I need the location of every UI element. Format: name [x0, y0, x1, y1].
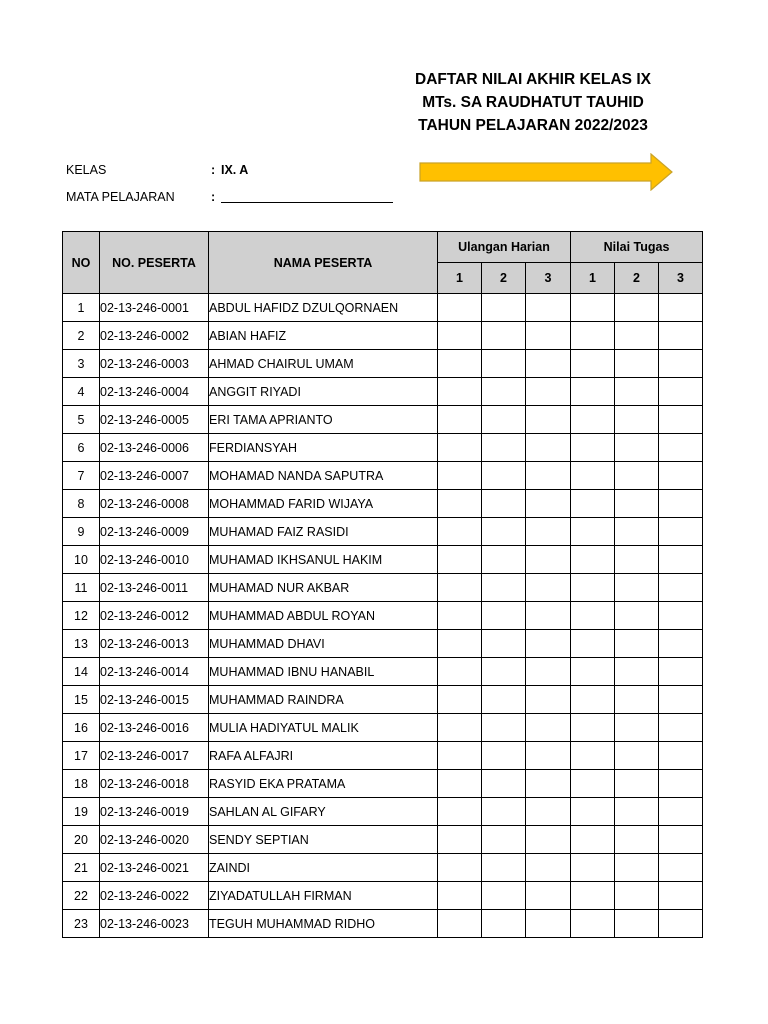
- grade-cell-uh-1[interactable]: [438, 294, 482, 322]
- table-row: [63, 602, 703, 630]
- grade-cell-uh-3[interactable]: [526, 350, 571, 378]
- grade-cell-uh-3[interactable]: [526, 714, 571, 742]
- grade-cell-nt-3[interactable]: [659, 518, 703, 546]
- grade-cell-nt-1[interactable]: [571, 658, 615, 686]
- grade-cell-nt-1[interactable]: [571, 826, 615, 854]
- row-no: 14: [63, 658, 100, 686]
- grade-cell-nt-3[interactable]: [659, 462, 703, 490]
- grade-cell-uh-1[interactable]: [438, 350, 482, 378]
- table-row: [63, 882, 703, 910]
- table-row: [63, 378, 703, 406]
- grades-body: [63, 294, 703, 938]
- grade-cell-nt-2[interactable]: [615, 658, 659, 686]
- grade-cell-uh-1[interactable]: [438, 462, 482, 490]
- header-uh-2: 2: [482, 263, 526, 294]
- row-nama-peserta: ABIAN HAFIZ: [209, 322, 438, 350]
- grade-cell-nt-1[interactable]: [571, 490, 615, 518]
- grade-cell-uh-2[interactable]: [482, 574, 526, 602]
- grade-cell-nt-3[interactable]: [659, 490, 703, 518]
- grade-cell-uh-2[interactable]: [482, 322, 526, 350]
- table-row: [63, 518, 703, 546]
- row-no-peserta: 02-13-246-0003: [100, 350, 209, 378]
- table-row: [63, 546, 703, 574]
- row-nama-peserta: MOHAMAD NANDA SAPUTRA: [209, 462, 438, 490]
- header-nt-1: 1: [571, 263, 615, 294]
- grade-cell-uh-2[interactable]: [482, 350, 526, 378]
- grade-cell-uh-2[interactable]: [482, 406, 526, 434]
- grade-cell-nt-2[interactable]: [615, 630, 659, 658]
- grade-cell-nt-2[interactable]: [615, 826, 659, 854]
- table-row: [63, 770, 703, 798]
- row-nama-peserta: TEGUH MUHAMMAD RIDHO: [209, 910, 438, 938]
- kelas-value: IX. A: [221, 163, 249, 177]
- table-row: [63, 742, 703, 770]
- kelas-label: KELAS: [66, 163, 107, 177]
- mapel-colon: :: [211, 190, 216, 204]
- grade-cell-uh-2[interactable]: [482, 882, 526, 910]
- grade-cell-uh-1[interactable]: [438, 630, 482, 658]
- grade-cell-uh-3[interactable]: [526, 798, 571, 826]
- grade-cell-uh-1[interactable]: [438, 406, 482, 434]
- grade-cell-nt-2[interactable]: [615, 714, 659, 742]
- table-row: [63, 910, 703, 938]
- row-no-peserta: 02-13-246-0010: [100, 546, 209, 574]
- row-no: 9: [63, 518, 100, 546]
- row-no: 21: [63, 854, 100, 882]
- row-no-peserta: 02-13-246-0006: [100, 434, 209, 462]
- grade-cell-nt-3[interactable]: [659, 910, 703, 938]
- row-no-peserta: 02-13-246-0023: [100, 910, 209, 938]
- grade-cell-uh-3[interactable]: [526, 434, 571, 462]
- grade-cell-nt-1[interactable]: [571, 518, 615, 546]
- grade-cell-nt-2[interactable]: [615, 378, 659, 406]
- grade-cell-nt-1[interactable]: [571, 322, 615, 350]
- grade-cell-uh-2[interactable]: [482, 546, 526, 574]
- grade-cell-uh-3[interactable]: [526, 910, 571, 938]
- grade-cell-uh-3[interactable]: [526, 378, 571, 406]
- grade-cell-uh-3[interactable]: [526, 630, 571, 658]
- right-arrow-icon: [419, 153, 675, 191]
- row-no: 20: [63, 826, 100, 854]
- grade-cell-nt-2[interactable]: [615, 770, 659, 798]
- header-ulangan-harian: Ulangan Harian: [438, 232, 571, 263]
- kelas-colon: :: [211, 163, 216, 177]
- grade-cell-uh-2[interactable]: [482, 518, 526, 546]
- row-no: 16: [63, 714, 100, 742]
- row-nama-peserta: SENDY SEPTIAN: [209, 826, 438, 854]
- grade-cell-uh-3[interactable]: [526, 574, 571, 602]
- row-no: 18: [63, 770, 100, 798]
- table-row: [63, 686, 703, 714]
- grade-cell-uh-2[interactable]: [482, 742, 526, 770]
- grade-cell-nt-1[interactable]: [571, 770, 615, 798]
- grade-cell-uh-2[interactable]: [482, 378, 526, 406]
- grade-cell-uh-2[interactable]: [482, 630, 526, 658]
- grade-cell-nt-2[interactable]: [615, 294, 659, 322]
- row-no: 11: [63, 574, 100, 602]
- row-no: 23: [63, 910, 100, 938]
- grade-cell-nt-3[interactable]: [659, 658, 703, 686]
- row-nama-peserta: RAFA ALFAJRI: [209, 742, 438, 770]
- grade-cell-nt-1[interactable]: [571, 714, 615, 742]
- row-no-peserta: 02-13-246-0017: [100, 742, 209, 770]
- grade-cell-nt-1[interactable]: [571, 406, 615, 434]
- grades-table: [62, 231, 703, 938]
- grade-cell-nt-2[interactable]: [615, 910, 659, 938]
- title-line-1: DAFTAR NILAI AKHIR KELAS IX: [415, 71, 651, 88]
- row-no-peserta: 02-13-246-0021: [100, 854, 209, 882]
- grade-cell-uh-2[interactable]: [482, 462, 526, 490]
- row-nama-peserta: RASYID EKA PRATAMA: [209, 770, 438, 798]
- grade-cell-nt-2[interactable]: [615, 798, 659, 826]
- grade-cell-nt-2[interactable]: [615, 434, 659, 462]
- row-nama-peserta: MUHAMAD FAIZ RASIDI: [209, 518, 438, 546]
- row-nama-peserta: ABDUL HAFIDZ DZULQORNAEN: [209, 294, 438, 322]
- row-no: 15: [63, 686, 100, 714]
- table-row: [63, 350, 703, 378]
- grade-cell-nt-1[interactable]: [571, 686, 615, 714]
- grade-cell-uh-1[interactable]: [438, 518, 482, 546]
- row-no-peserta: 02-13-246-0011: [100, 574, 209, 602]
- table-row: [63, 434, 703, 462]
- grade-cell-nt-2[interactable]: [615, 546, 659, 574]
- row-nama-peserta: MUHAMAD IKHSANUL HAKIM: [209, 546, 438, 574]
- grade-cell-nt-1[interactable]: [571, 434, 615, 462]
- grade-cell-uh-3[interactable]: [526, 770, 571, 798]
- row-no: 13: [63, 630, 100, 658]
- grade-cell-uh-3[interactable]: [526, 462, 571, 490]
- table-row: [63, 798, 703, 826]
- grade-cell-nt-3[interactable]: [659, 602, 703, 630]
- row-no: 10: [63, 546, 100, 574]
- grade-cell-uh-1[interactable]: [438, 714, 482, 742]
- row-nama-peserta: ERI TAMA APRIANTO: [209, 406, 438, 434]
- document-title: [380, 68, 686, 137]
- row-nama-peserta: MUHAMMAD DHAVI: [209, 630, 438, 658]
- row-nama-peserta: MULIA HADIYATUL MALIK: [209, 714, 438, 742]
- grade-cell-nt-1[interactable]: [571, 742, 615, 770]
- grade-cell-uh-3[interactable]: [526, 882, 571, 910]
- table-row: [63, 490, 703, 518]
- grade-cell-uh-3[interactable]: [526, 658, 571, 686]
- grade-cell-uh-1[interactable]: [438, 658, 482, 686]
- grade-cell-nt-1[interactable]: [571, 854, 615, 882]
- grade-cell-nt-2[interactable]: [615, 602, 659, 630]
- grade-cell-nt-3[interactable]: [659, 742, 703, 770]
- grade-cell-nt-1[interactable]: [571, 910, 615, 938]
- grade-cell-nt-1[interactable]: [571, 630, 615, 658]
- grade-cell-nt-1[interactable]: [571, 462, 615, 490]
- grade-cell-nt-3[interactable]: [659, 798, 703, 826]
- grade-cell-uh-3[interactable]: [526, 518, 571, 546]
- row-no-peserta: 02-13-246-0018: [100, 770, 209, 798]
- grade-cell-uh-3[interactable]: [526, 406, 571, 434]
- row-no-peserta: 02-13-246-0020: [100, 826, 209, 854]
- grade-cell-uh-3[interactable]: [526, 686, 571, 714]
- grade-cell-uh-2[interactable]: [482, 770, 526, 798]
- grade-cell-nt-2[interactable]: [615, 574, 659, 602]
- table-row: [63, 294, 703, 322]
- grade-cell-nt-3[interactable]: [659, 714, 703, 742]
- grade-cell-uh-3[interactable]: [526, 602, 571, 630]
- row-no: 6: [63, 434, 100, 462]
- table-row: [63, 462, 703, 490]
- row-no-peserta: 02-13-246-0004: [100, 378, 209, 406]
- grade-cell-uh-2[interactable]: [482, 658, 526, 686]
- grade-cell-nt-2[interactable]: [615, 854, 659, 882]
- row-no-peserta: 02-13-246-0008: [100, 490, 209, 518]
- grade-cell-uh-1[interactable]: [438, 770, 482, 798]
- row-no-peserta: 02-13-246-0012: [100, 602, 209, 630]
- grade-cell-nt-1[interactable]: [571, 602, 615, 630]
- row-no-peserta: 02-13-246-0019: [100, 798, 209, 826]
- row-nama-peserta: ZIYADATULLAH FIRMAN: [209, 882, 438, 910]
- grade-cell-nt-2[interactable]: [615, 406, 659, 434]
- grade-cell-uh-2[interactable]: [482, 854, 526, 882]
- row-no: 19: [63, 798, 100, 826]
- row-no-peserta: 02-13-246-0016: [100, 714, 209, 742]
- table-row: [63, 714, 703, 742]
- header-nama-peserta: NAMA PESERTA: [209, 232, 438, 294]
- row-no-peserta: 02-13-246-0009: [100, 518, 209, 546]
- grade-cell-nt-2[interactable]: [615, 490, 659, 518]
- table-row: [63, 322, 703, 350]
- grade-cell-nt-2[interactable]: [615, 742, 659, 770]
- grade-cell-nt-1[interactable]: [571, 882, 615, 910]
- header-nilai-tugas: Nilai Tugas: [571, 232, 703, 263]
- grade-cell-nt-1[interactable]: [571, 574, 615, 602]
- grade-cell-nt-1[interactable]: [571, 294, 615, 322]
- grade-cell-uh-2[interactable]: [482, 714, 526, 742]
- mapel-label: MATA PELAJARAN: [66, 190, 175, 204]
- grade-cell-uh-3[interactable]: [526, 322, 571, 350]
- row-nama-peserta: ANGGIT RIYADI: [209, 378, 438, 406]
- row-no-peserta: 02-13-246-0015: [100, 686, 209, 714]
- grade-cell-nt-3[interactable]: [659, 350, 703, 378]
- grade-cell-uh-1[interactable]: [438, 574, 482, 602]
- row-no: 3: [63, 350, 100, 378]
- grade-cell-nt-2[interactable]: [615, 322, 659, 350]
- table-row: [63, 574, 703, 602]
- grade-cell-uh-3[interactable]: [526, 294, 571, 322]
- grade-cell-uh-2[interactable]: [482, 490, 526, 518]
- row-no-peserta: 02-13-246-0005: [100, 406, 209, 434]
- row-no-peserta: 02-13-246-0007: [100, 462, 209, 490]
- row-no: 17: [63, 742, 100, 770]
- grade-cell-uh-1[interactable]: [438, 798, 482, 826]
- grade-cell-uh-1[interactable]: [438, 378, 482, 406]
- row-no: 4: [63, 378, 100, 406]
- grade-cell-nt-3[interactable]: [659, 322, 703, 350]
- row-no: 22: [63, 882, 100, 910]
- row-no-peserta: 02-13-246-0002: [100, 322, 209, 350]
- row-no: 2: [63, 322, 100, 350]
- grade-cell-uh-2[interactable]: [482, 294, 526, 322]
- row-nama-peserta: MUHAMAD NUR AKBAR: [209, 574, 438, 602]
- grade-cell-nt-3[interactable]: [659, 406, 703, 434]
- grade-cell-nt-3[interactable]: [659, 378, 703, 406]
- grade-cell-nt-3[interactable]: [659, 826, 703, 854]
- row-no-peserta: 02-13-246-0001: [100, 294, 209, 322]
- mapel-blank-line: [221, 202, 393, 203]
- grade-cell-nt-3[interactable]: [659, 882, 703, 910]
- grade-cell-uh-2[interactable]: [482, 602, 526, 630]
- grade-cell-nt-3[interactable]: [659, 630, 703, 658]
- row-nama-peserta: FERDIANSYAH: [209, 434, 438, 462]
- header-no-peserta: NO. PESERTA: [100, 232, 209, 294]
- grade-cell-nt-1[interactable]: [571, 546, 615, 574]
- header-nt-3: 3: [659, 263, 703, 294]
- table-row: [63, 658, 703, 686]
- table-row: [63, 826, 703, 854]
- grade-cell-nt-3[interactable]: [659, 434, 703, 462]
- row-nama-peserta: MUHAMMAD RAINDRA: [209, 686, 438, 714]
- grade-cell-uh-3[interactable]: [526, 826, 571, 854]
- grade-cell-uh-3[interactable]: [526, 546, 571, 574]
- grade-cell-nt-3[interactable]: [659, 770, 703, 798]
- grade-cell-uh-1[interactable]: [438, 686, 482, 714]
- grade-cell-uh-1[interactable]: [438, 826, 482, 854]
- grade-cell-uh-2[interactable]: [482, 434, 526, 462]
- row-no: 12: [63, 602, 100, 630]
- grade-cell-nt-3[interactable]: [659, 294, 703, 322]
- grade-cell-uh-3[interactable]: [526, 490, 571, 518]
- grade-cell-nt-3[interactable]: [659, 854, 703, 882]
- grade-cell-nt-1[interactable]: [571, 350, 615, 378]
- grade-cell-uh-2[interactable]: [482, 686, 526, 714]
- title-line-2: MTs. SA RAUDHATUT TAUHID: [422, 94, 644, 111]
- row-no: 5: [63, 406, 100, 434]
- row-nama-peserta: MUHAMMAD IBNU HANABIL: [209, 658, 438, 686]
- row-no: 8: [63, 490, 100, 518]
- grade-cell-uh-1[interactable]: [438, 882, 482, 910]
- header-uh-1: 1: [438, 263, 482, 294]
- grade-cell-nt-2[interactable]: [615, 518, 659, 546]
- header-nt-2: 2: [615, 263, 659, 294]
- grade-cell-uh-1[interactable]: [438, 602, 482, 630]
- row-nama-peserta: SAHLAN AL GIFARY: [209, 798, 438, 826]
- row-nama-peserta: ZAINDI: [209, 854, 438, 882]
- grade-cell-uh-2[interactable]: [482, 798, 526, 826]
- row-no-peserta: 02-13-246-0013: [100, 630, 209, 658]
- grade-cell-uh-1[interactable]: [438, 322, 482, 350]
- grade-cell-uh-1[interactable]: [438, 434, 482, 462]
- grade-cell-uh-1[interactable]: [438, 546, 482, 574]
- row-no: 7: [63, 462, 100, 490]
- grade-cell-nt-2[interactable]: [615, 882, 659, 910]
- header-uh-3: 3: [526, 263, 571, 294]
- row-no-peserta: 02-13-246-0022: [100, 882, 209, 910]
- grade-cell-nt-1[interactable]: [571, 378, 615, 406]
- title-line-3: TAHUN PELAJARAN 2022/2023: [418, 117, 648, 134]
- grade-cell-uh-3[interactable]: [526, 854, 571, 882]
- grade-cell-uh-1[interactable]: [438, 854, 482, 882]
- row-nama-peserta: MUHAMMAD ABDUL ROYAN: [209, 602, 438, 630]
- row-nama-peserta: MOHAMMAD FARID WIJAYA: [209, 490, 438, 518]
- header-no: NO: [63, 232, 100, 294]
- grade-cell-nt-2[interactable]: [615, 462, 659, 490]
- grade-cell-uh-1[interactable]: [438, 490, 482, 518]
- grade-cell-nt-2[interactable]: [615, 350, 659, 378]
- row-no: 1: [63, 294, 100, 322]
- grade-cell-nt-2[interactable]: [615, 686, 659, 714]
- table-row: [63, 406, 703, 434]
- table-row: [63, 630, 703, 658]
- grade-cell-uh-2[interactable]: [482, 826, 526, 854]
- grade-cell-uh-1[interactable]: [438, 910, 482, 938]
- row-nama-peserta: AHMAD CHAIRUL UMAM: [209, 350, 438, 378]
- grade-cell-nt-3[interactable]: [659, 574, 703, 602]
- grade-cell-uh-1[interactable]: [438, 742, 482, 770]
- grade-cell-nt-1[interactable]: [571, 798, 615, 826]
- grade-cell-uh-2[interactable]: [482, 910, 526, 938]
- row-no-peserta: 02-13-246-0014: [100, 658, 209, 686]
- table-row: [63, 854, 703, 882]
- grade-cell-nt-3[interactable]: [659, 546, 703, 574]
- grade-cell-nt-3[interactable]: [659, 686, 703, 714]
- grade-cell-uh-3[interactable]: [526, 742, 571, 770]
